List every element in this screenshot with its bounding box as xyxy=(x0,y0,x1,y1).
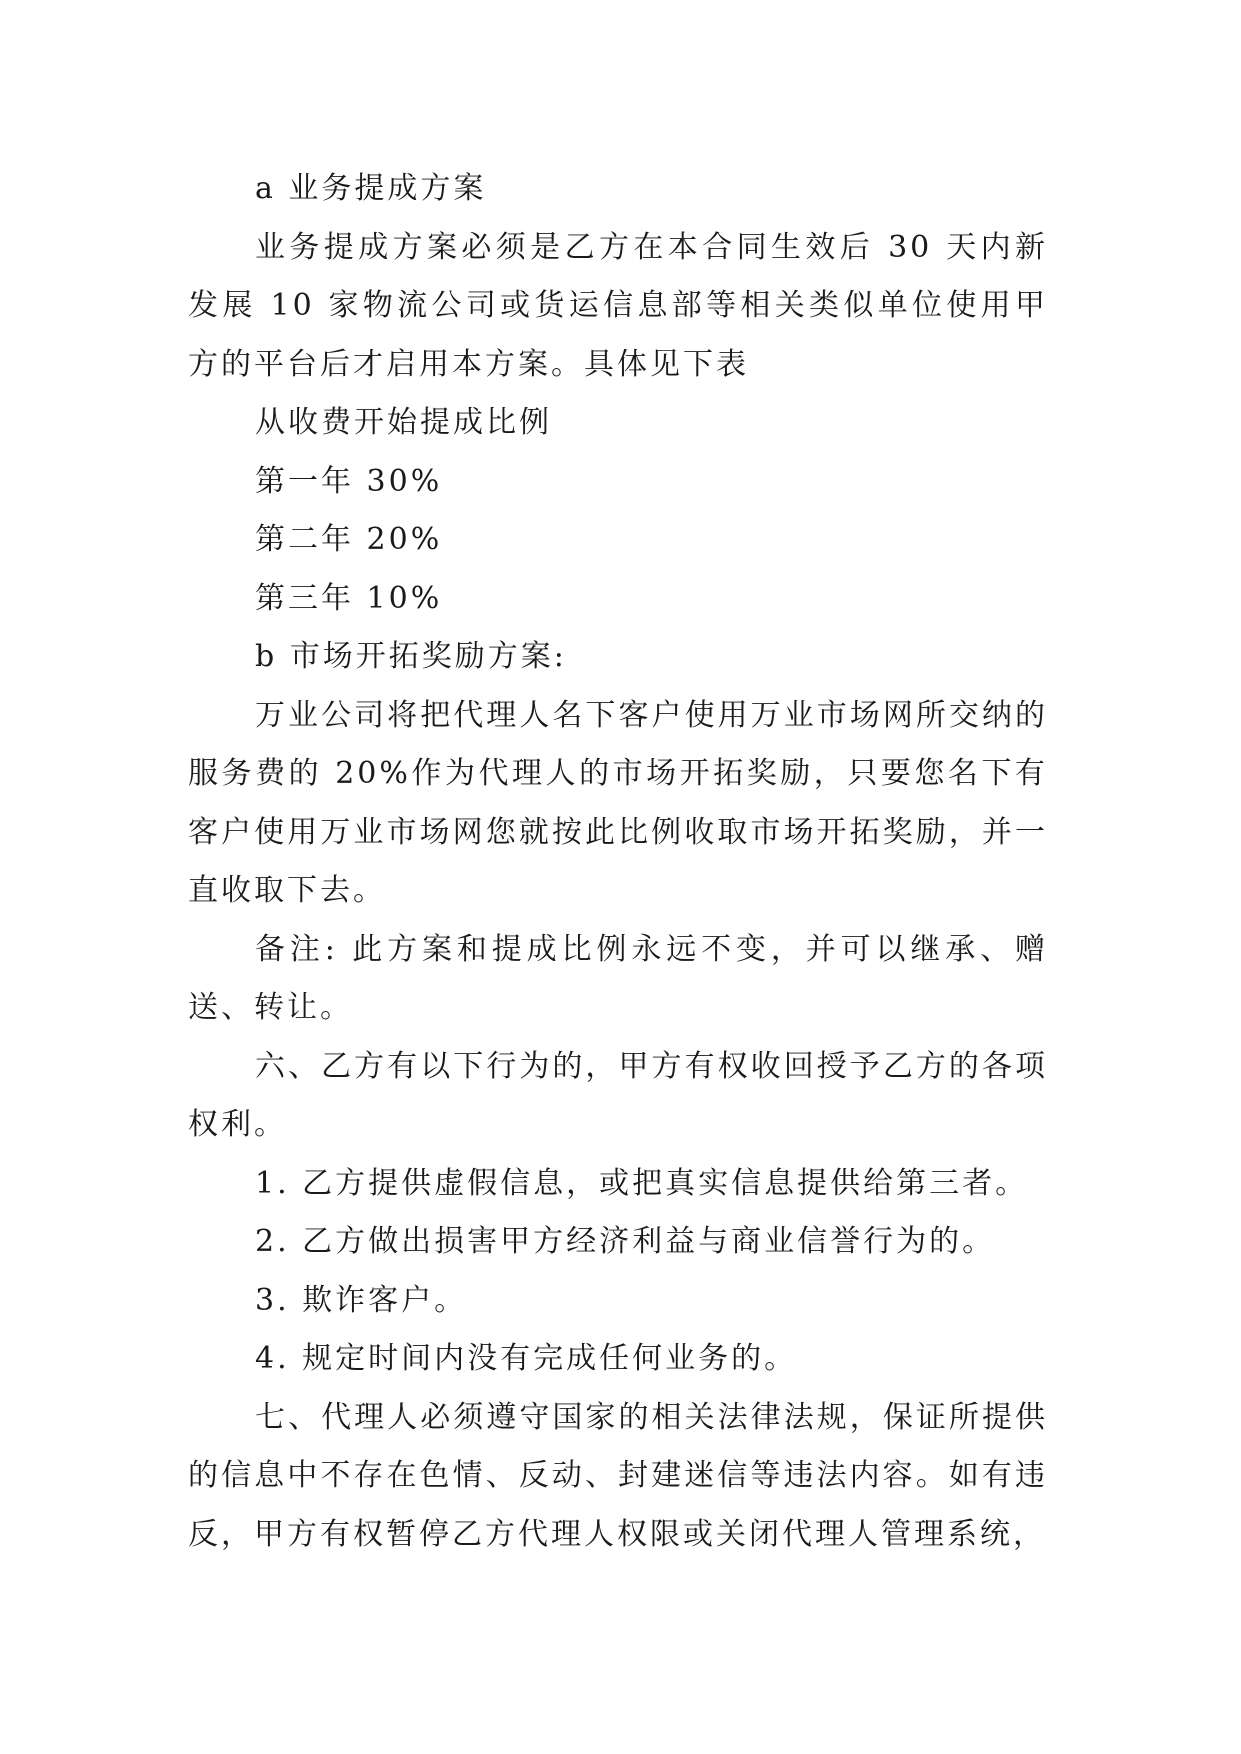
paragraph-year-two: 第二年 20% xyxy=(255,522,443,557)
paragraph-plan-b-heading: b 市场开拓奖励方案: xyxy=(255,639,567,674)
paragraph-item-4: 4. 规定时间内没有完成任何业务的。 xyxy=(255,1341,798,1376)
paragraph-plan-a-heading: a 业务提成方案 xyxy=(255,171,487,206)
paragraph-section-seven: 七、代理人必须遵守国家的相关法律法规，保证所提供的信息中不存在色情、反动、封建迷信等违法内容。如有违反，甲方有权暂停乙方代理人权限或关闭代理人管理系统， xyxy=(188,1399,1048,1552)
paragraph-year-one: 第一年 30% xyxy=(255,463,443,499)
paragraph-item-3: 3. 欺诈客户。 xyxy=(255,1282,468,1318)
paragraph-section-six: 六、乙方有以下行为的，甲方有权收回授予乙方的各项权利。 xyxy=(188,1048,1048,1142)
paragraph-item-2: 2. 乙方做出损害甲方经济利益与商业信誉行为的。 xyxy=(255,1224,996,1259)
document-body xyxy=(188,160,1048,1564)
paragraph-note: 备注: 此方案和提成比例永远不变，并可以继承、赠送、转让。 xyxy=(188,931,1048,1025)
paragraph-commission-ratio-heading: 从收费开始提成比例 xyxy=(255,405,552,440)
paragraph-plan-b-body: 万业公司将把代理人名下客户使用万业市场网所交纳的服务费的 20%作为代理人的市场开拓奖励，只要您名下有客户使用万业市场网您就按此比例收取市场开拓奖励，并一直收取下去。 xyxy=(188,697,1048,908)
paragraph-year-three: 第三年 10% xyxy=(255,580,443,616)
paragraph-plan-a-condition: 业务提成方案必须是乙方在本合同生效后 30 天内新发展 10 家物流公司或货运信息部等相关类似单位使用甲方的平台后才启用本方案。具体见下表 xyxy=(188,229,1048,382)
paragraph-item-1: 1. 乙方提供虚假信息，或把真实信息提供给第三者。 xyxy=(255,1165,1029,1201)
